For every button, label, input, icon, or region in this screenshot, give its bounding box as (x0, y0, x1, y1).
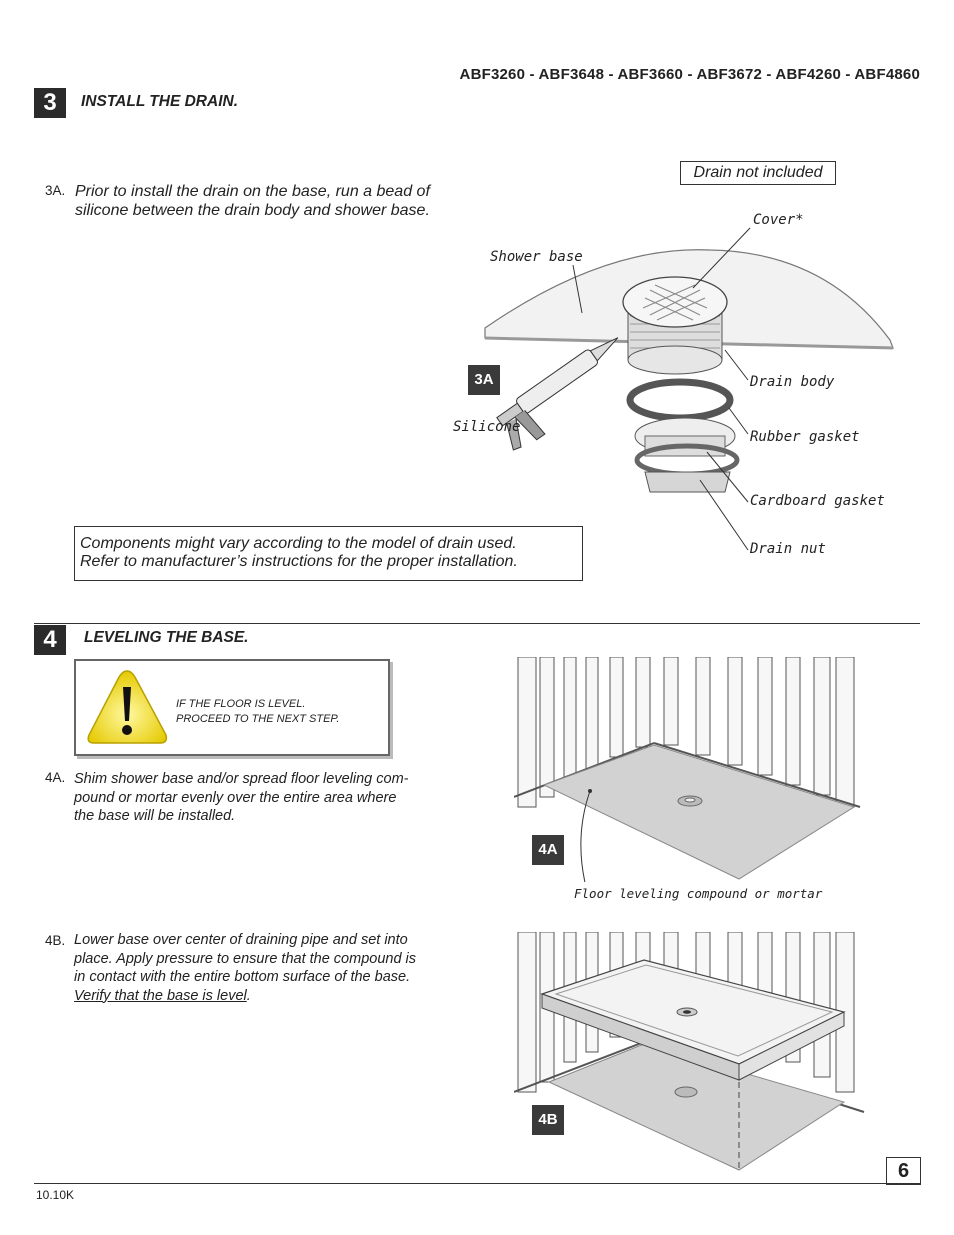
warning-line2: PROCEED TO THE NEXT STEP. (176, 713, 340, 725)
label-floor-compound: Floor leveling compound or mortar (574, 886, 823, 901)
page-number: 6 (886, 1157, 921, 1185)
step-4-title: LEVELING THE BASE. (84, 629, 249, 646)
components-note-line1: Components might vary according to the model of drain used. (80, 535, 517, 552)
drain-not-included-note: Drain not included (680, 161, 836, 185)
item-4a-line1: Shim shower base and/or spread floor leveling com- (74, 771, 409, 787)
item-4a-line2: pound or mortar evenly over the entire area where (74, 789, 397, 806)
warning-line1: IF THE FLOOR IS LEVEL. (176, 698, 306, 710)
item-4b-line3: in contact with the entire bottom surface of the base. (74, 969, 411, 985)
warning-box (74, 659, 390, 756)
badge-4a: 4A (532, 835, 564, 865)
floor-compound-illustration (514, 657, 864, 882)
components-note-line2: Refer to manufacturer’s instructions for the proper installation. (80, 553, 518, 570)
model-numbers: ABF3260 - ABF3648 - ABF3660 - ABF3672 - ABF4260 - ABF4860 (459, 66, 920, 83)
label-cover: Cover* (753, 212, 804, 228)
base-installation-illustration (514, 932, 866, 1172)
item-4b-line2: place. Apply pressure to ensure that the compound is (74, 950, 417, 967)
label-shower-base: Shower base (490, 249, 583, 265)
item-4b-text (74, 931, 454, 1005)
label-cardboard-gasket: Cardboard gasket (750, 493, 885, 509)
warning-icon (84, 667, 170, 747)
item-3a-label: 3A. (45, 183, 66, 198)
item-4b-label: 4B. (45, 933, 66, 948)
badge-4b: 4B (532, 1105, 564, 1135)
item-4b-line1: Lower base over center of draining pipe and set into (74, 932, 408, 948)
components-note-box (74, 526, 583, 581)
item-4b-line4 (74, 987, 454, 1006)
step-3-number: 3 (34, 88, 66, 118)
document-code: 10.10K (36, 1188, 75, 1202)
section-divider (34, 623, 920, 624)
verify-level-text: Verify that the base is level (74, 987, 247, 1004)
footer-divider (34, 1183, 920, 1184)
badge-3a: 3A (468, 365, 500, 395)
label-drain-nut: Drain nut (750, 541, 826, 557)
label-rubber-gasket: Rubber gasket (750, 429, 860, 445)
step-3-title: INSTALL THE DRAIN. (81, 93, 239, 110)
step-4-number: 4 (34, 625, 66, 655)
item-4a-text (74, 770, 454, 826)
label-silicone: Silicone (453, 419, 521, 435)
item-4b-end: . (246, 987, 251, 1004)
item-4a-label: 4A. (45, 770, 66, 785)
item-4a-line3: the base will be installed. (74, 808, 236, 824)
item-3a-text: Prior to install the drain on the base, run a bead of silicone between the drain body and shower base. (75, 183, 430, 219)
label-drain-body: Drain body (750, 374, 835, 390)
